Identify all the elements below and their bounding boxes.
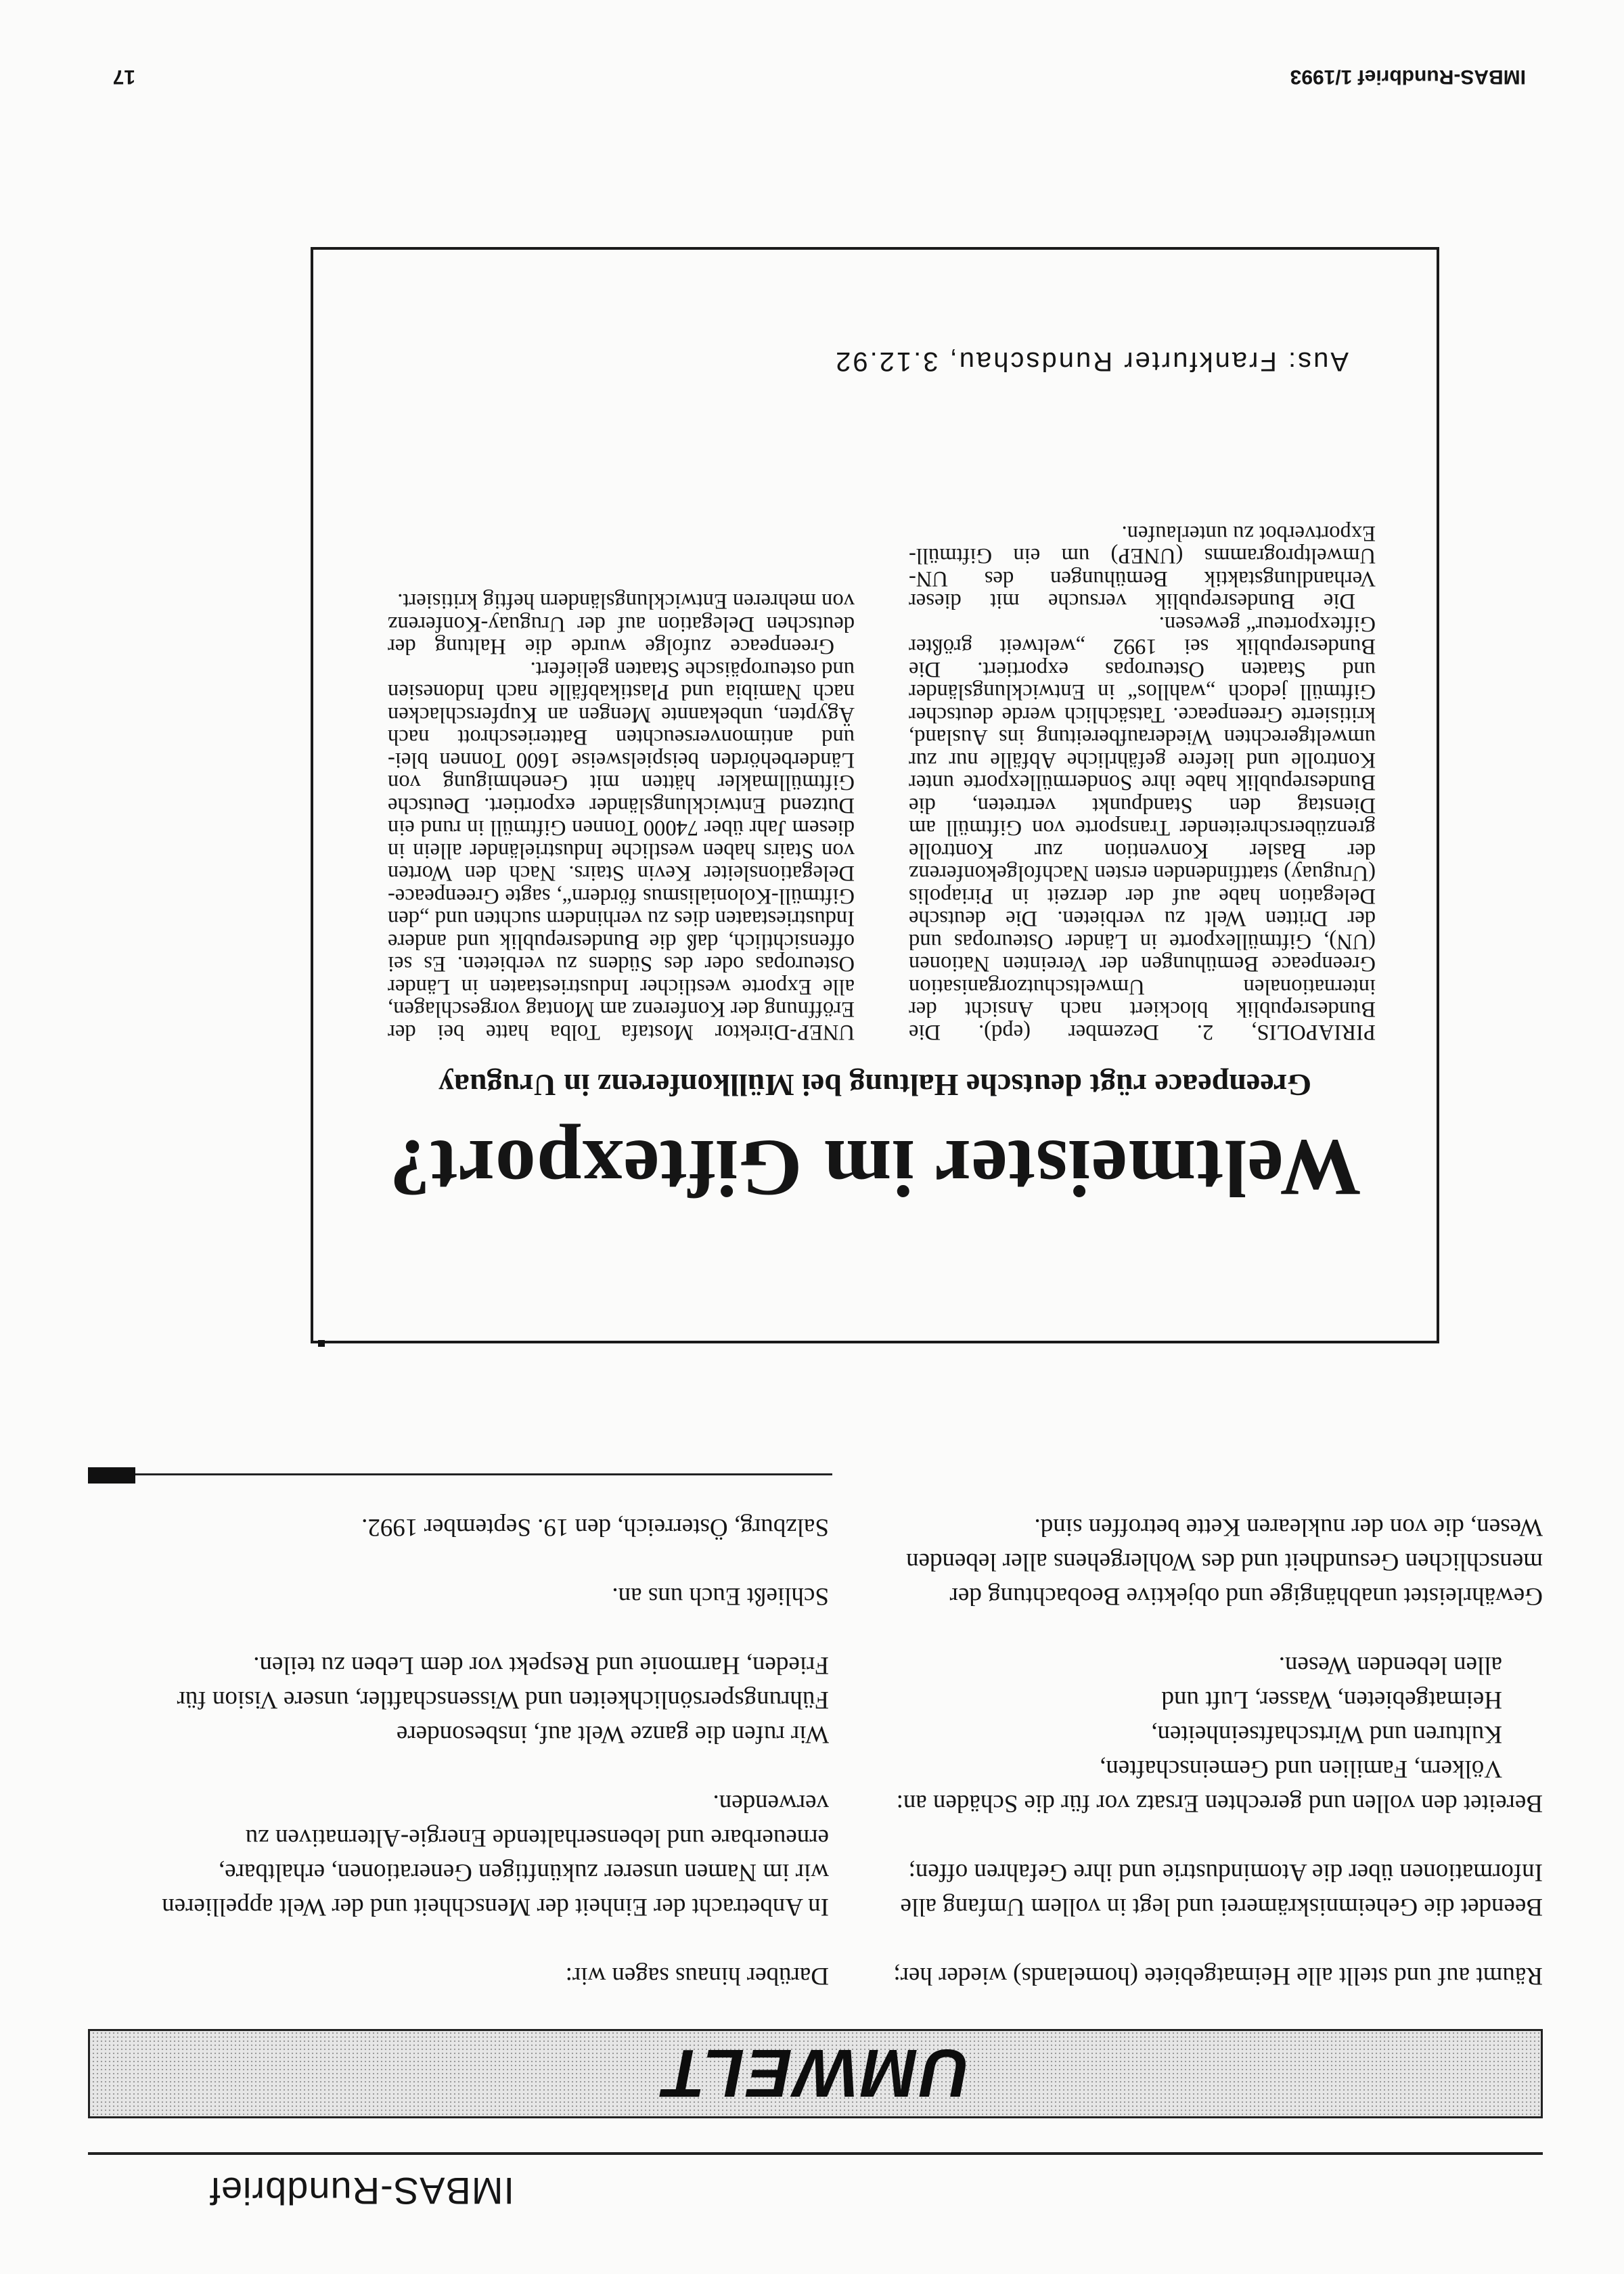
section-title: UMWELT — [661, 2035, 970, 2111]
declaration-signature: Salzburg, Österreich, den 19. September 1992. — [361, 1513, 829, 1541]
page-number: 17 — [112, 66, 135, 88]
declaration-paragraph: Räumt auf und stellt alle Heimatgebiete (homelands) wieder her; — [893, 1962, 1543, 1990]
rule-end-mark — [88, 1467, 135, 1484]
article-paragraph: Greenpeace zufolge wurde die Haltung der deutschen Delegation auf der Uruguay-Konferenz von mehreren Entwicklungsländern heftig kritisiert. — [388, 589, 855, 659]
list-item: Völkern, Familien und Gemeinschaften, — [1100, 1755, 1502, 1783]
article-paragraph: PIRIAPOLIS, 2. Dezember (epd). Die Bundesrepublik blockiert nach Ansicht der internationalen Umweltschutzorganisation Greenpeace Bemühungen der Vereinten Nationen (UN), Giftmüllexporte in Länder Osteuropas und der Dritten Welt zu verbieten. Die deutsche Delegation habe auf der derzeit in Piriapolis (Uruguay) stattfindenden ersten Nachfolgekonferenz der Basler Konvention zur Kontrolle grenzüberschreitender Transporte von Giftmüll am Dienstag den Standpunkt vertreten, die Bundesrepublik habe ihre Sondermüllexporte unter Kontrolle und liefere gefährliche Abfälle nur zur umweltgerechten Wiederaufbereitung ins Ausland, kritisierte Greenpeace. Tatsächlich werde deutscher Giftmüll jedoch „wahllos“ in Entwicklungsländer und Staaten Osteuropas exportiert. Die Bundesrepublik sei 1992 „weltweit größter Giftexporteur“ gewesen. — [909, 612, 1376, 1044]
declaration-paragraph: Darüber hinaus sagen wir: — [565, 1962, 829, 1990]
declaration-right-column — [152, 1510, 829, 1993]
declaration-paragraph: In Anbetracht der Einheit der Menschheit und der Welt appellieren wir im Namen unserer zukünftigen Generationen, erhaltbare, erneuerbare und lebenserhaltende Energie-Alternativen zu verwenden. — [162, 1789, 829, 1921]
list-item: Kulturen und Wirtschaftseinheiten, — [1151, 1720, 1502, 1748]
declaration-paragraph: Beendet die Geheimniskrämerei und legt in vollem Umfang alle Informationen über die Atomindustrie und ihre Gefahren offen; — [900, 1858, 1543, 1921]
declaration-paragraph: Wir rufen die ganze Welt auf, insbesondere Führungspersönlichkeiten und Wissenschaftler, unsere Vision für Frieden, Harmonie und Respekt vor dem Leben zu teilen. — [177, 1651, 829, 1748]
article-title: Weltmeister im Giftexport? — [388, 1123, 1361, 1213]
declaration-paragraph: Gewährleistet unabhängige und objektive Beobachtung der menschlichen Gesundheit und des Wohlergehens aller lebenden Wesen, die von der nuklearen Kette betroffen sind. — [906, 1513, 1543, 1610]
article-subtitle: Greenpeace rügt deutsche Haltung bei Müllkonferenz in Uruguay — [438, 1068, 1312, 1102]
signature-rule — [135, 1473, 832, 1475]
article-paragraph: UNEP-Direktor Mostafa Tolba hatte bei der Eröffnung der Konferenz am Montag vorgeschlagen, alle Exporte westlicher Industriestaaten in Länder Osteuropas oder des Südens zu verbieten. Es sei offensichtlich, daß die Bundesrepublik und andere Industriestaaten dies zu verhindern suchten und „den Giftmüll-Kolonialismus fördern“, sagte Greenpeace-Delegationsleiter Kevin Stairs. Nach den Worten von Stairs haben westliche Industrieländer allein in diesem Jahr über 74000 Tonnen Giftmüll in rund ein Dutzend Entwicklungsländer exportiert. Deutsche Giftmüllmakler hätten mit Genehmigung von Länderbehörden beispielsweise 1600 Tonnen blei- und antimonverseuchten Batterieschrott nach Ägypten, unbekannte Mengen an Kupferschlacken nach Namibia und Plastikabfälle nach Indonesien und osteuropäische Staaten geliefert. — [388, 657, 855, 1044]
declaration-left-column — [873, 1510, 1543, 1993]
section-banner — [88, 2029, 1543, 2118]
declaration-paragraph: Schließt Euch uns an. — [612, 1582, 829, 1610]
damages-list — [873, 1648, 1543, 1786]
publication-masthead: IMBAS-Rundbrief — [209, 2170, 514, 2212]
list-item: allen lebenden Wesen. — [1278, 1651, 1502, 1679]
declaration-paragraph: Bereitet den vollen und gerechten Ersatz vor für die Schäden an: — [896, 1789, 1543, 1817]
footer-issue: IMBAS-Rundbrief 1/1993 — [1290, 66, 1526, 88]
list-item: Heimatgebieten, Wasser, Luft und — [1161, 1686, 1502, 1714]
article-paragraph: Die Bundesrepublik versuche mit dieser Verhandlungstaktik Bemühungen des UN-Umweltprogramms (UNEP) um ein Giftmüll-Exportverbot zu unterlaufen. — [909, 521, 1376, 614]
article-source: Aus: Frankfurter Rundschau, 3.12.92 — [834, 347, 1349, 376]
article-left-column — [909, 522, 1376, 1044]
article-right-column — [388, 589, 855, 1043]
header-rule — [88, 2152, 1543, 2155]
article-box — [311, 247, 1439, 1343]
scan-mark — [318, 1340, 325, 1347]
